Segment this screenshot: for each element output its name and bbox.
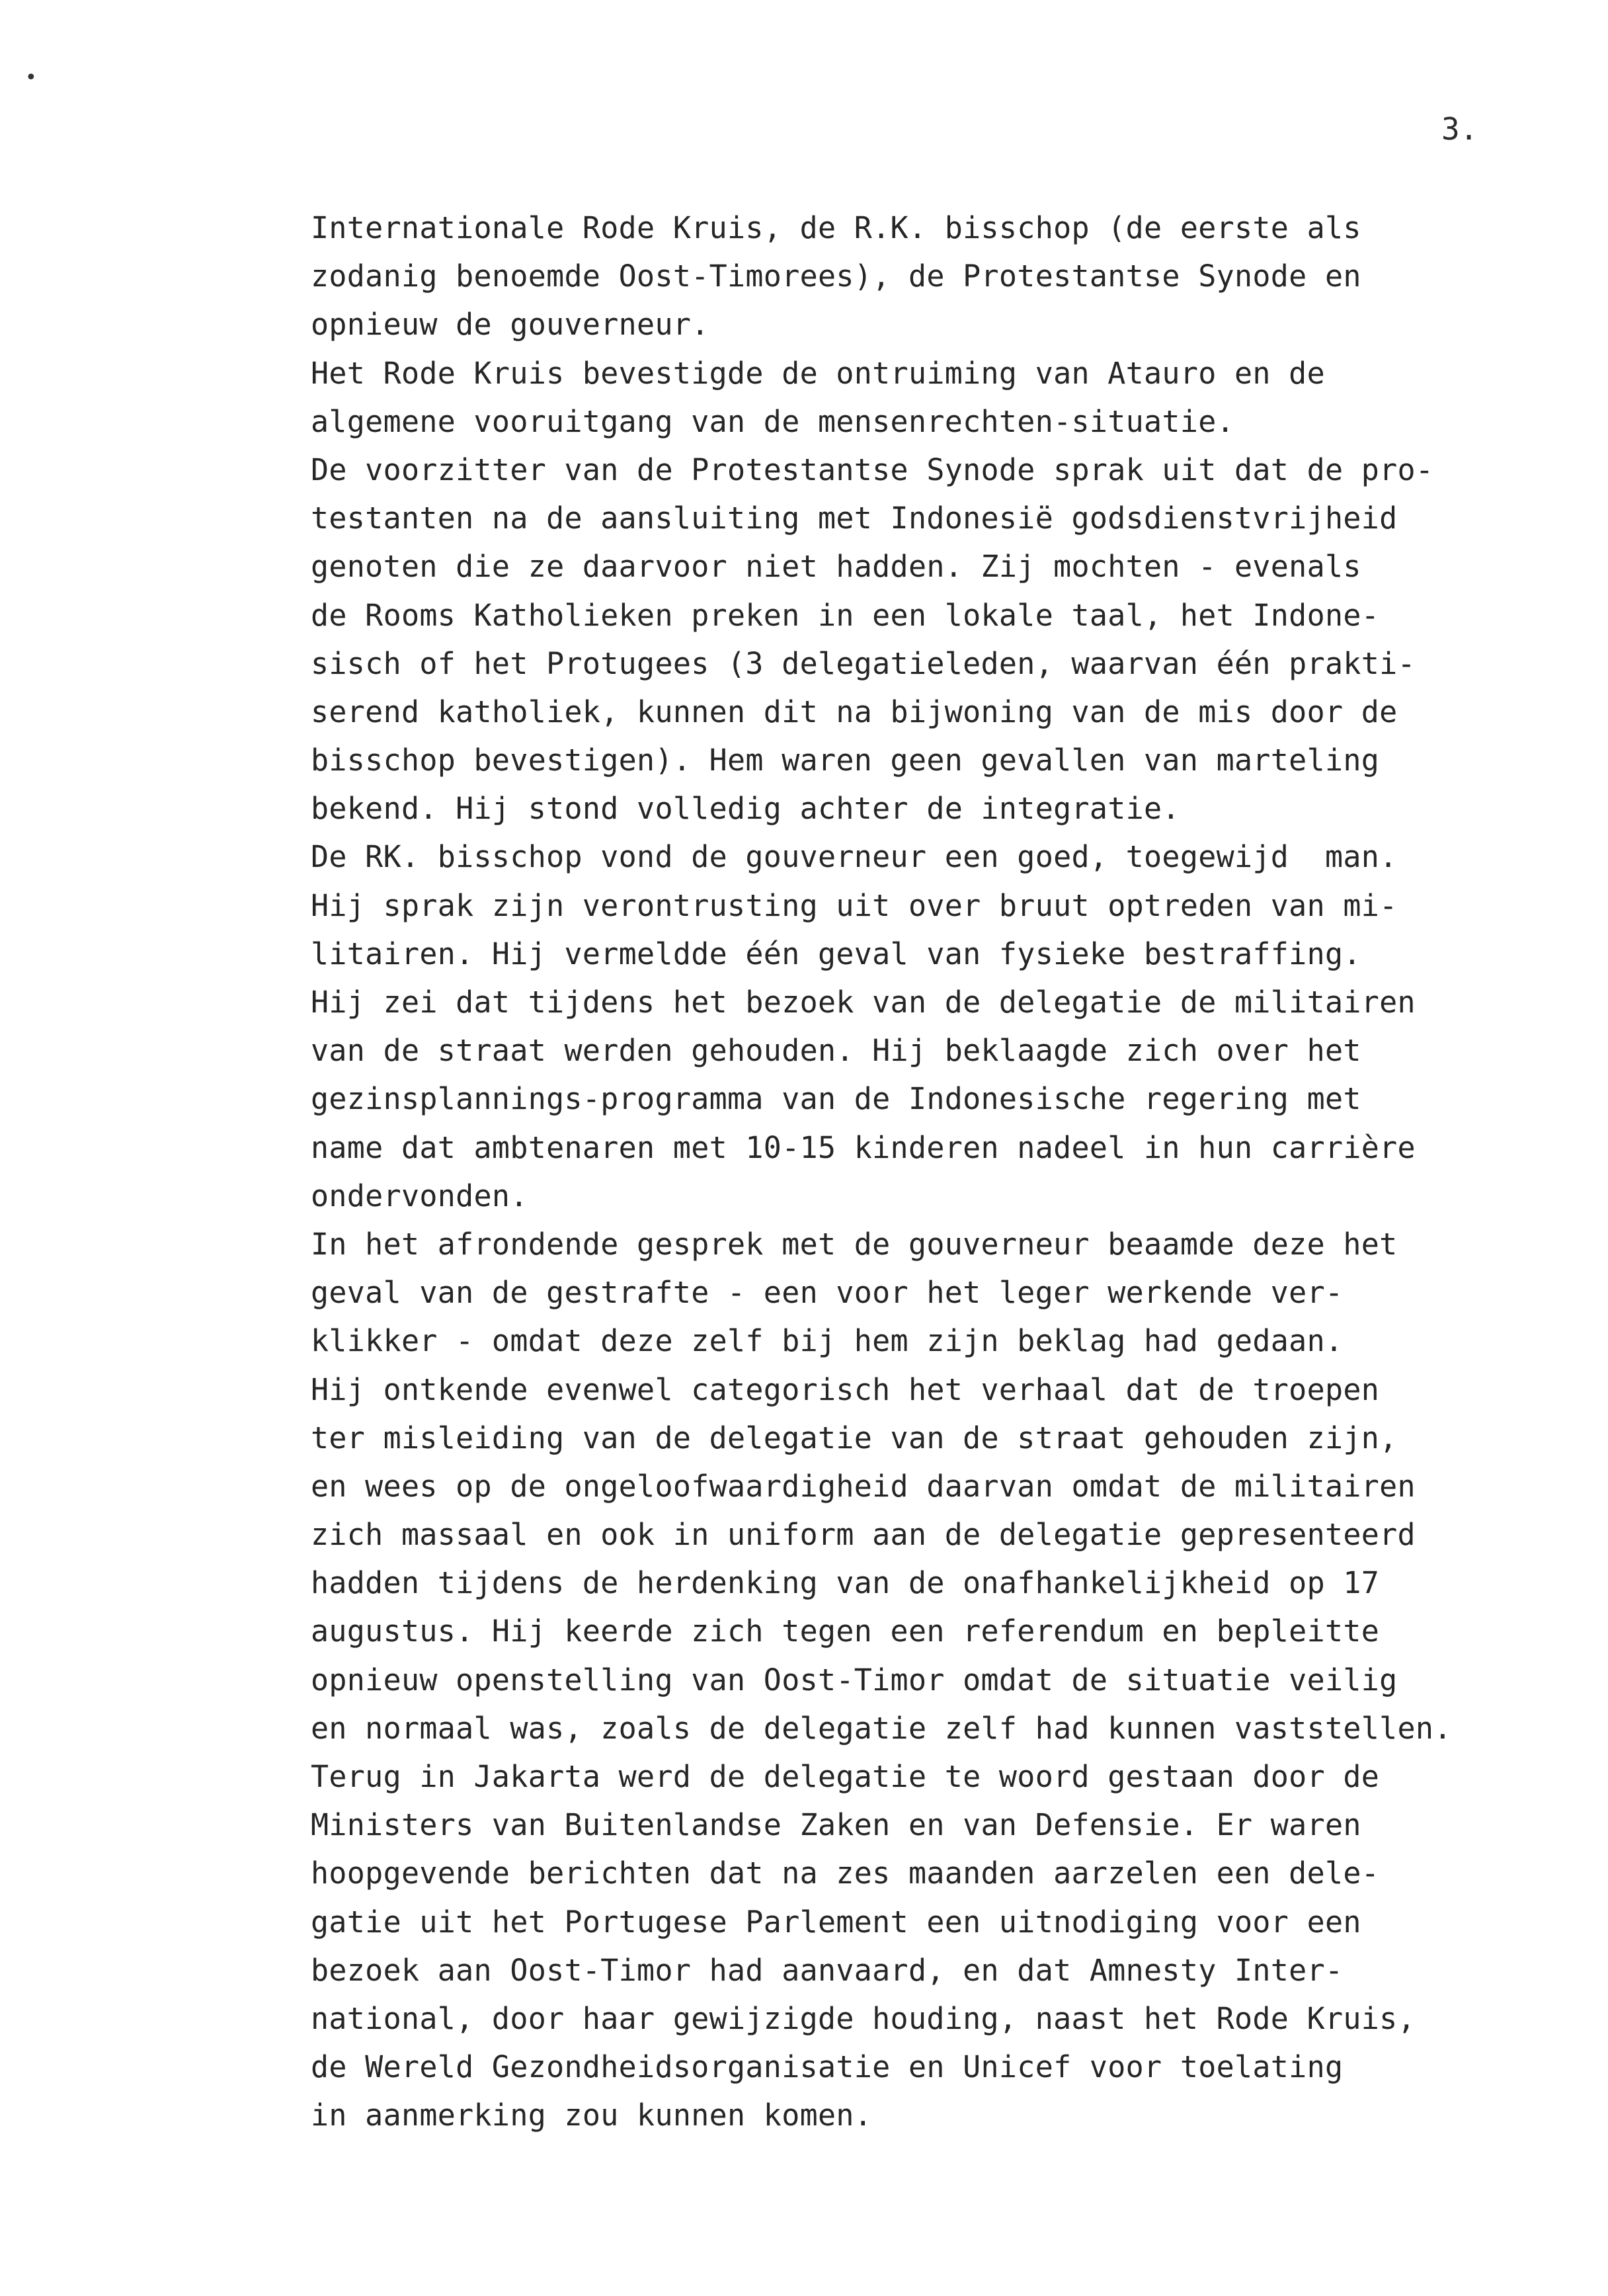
text-line: zich massaal en ook in uniform aan de delegatie gepresenteerd	[311, 1517, 1416, 1553]
text-line: In het afrondende gesprek met de gouverneur beaamde deze het	[311, 1226, 1398, 1262]
body-text	[311, 204, 1567, 2140]
text-line: gezinsplannings-programma van de Indonesische regering met	[311, 1081, 1361, 1117]
text-line: Hij ontkende evenwel categorisch het verhaal dat de troepen	[311, 1372, 1380, 1407]
text-line: national, door haar gewijzigde houding, naast het Rode Kruis,	[311, 2000, 1416, 2036]
text-line: de Wereld Gezondheidsorganisatie en Unicef voor toelating	[311, 2049, 1344, 2085]
text-line: opnieuw de gouverneur.	[311, 307, 709, 343]
text-line: hadden tijdens de herdenking van de onafhankelijkheid op 17	[311, 1565, 1380, 1601]
text-line: name dat ambtenaren met 10-15 kinderen nadeel in hun carrière	[311, 1129, 1416, 1165]
text-line: De RK. bisschop vond de gouverneur een goed, toegewijd man.	[311, 839, 1398, 875]
text-line: opnieuw openstelling van Oost-Timor omdat de situatie veilig	[311, 1662, 1398, 1698]
text-line: ondervonden.	[311, 1178, 528, 1213]
text-line: geval van de gestrafte - een voor het leger werkende ver-	[311, 1275, 1344, 1311]
text-line: bezoek aan Oost-Timor had aanvaard, en dat Amnesty Inter-	[311, 1952, 1344, 1988]
text-line: genoten die ze daarvoor niet hadden. Zij mochten - evenals	[311, 549, 1361, 585]
text-line: bekend. Hij stond volledig achter de integratie.	[311, 791, 1180, 827]
text-line: klikker - omdat deze zelf bij hem zijn beklag had gedaan.	[311, 1323, 1344, 1359]
text-line: De voorzitter van de Protestantse Synode sprak uit dat de pro-	[311, 452, 1434, 487]
page-number: 3.	[1441, 111, 1478, 147]
text-line: gatie uit het Portugese Parlement een uitnodiging voor een	[311, 1904, 1361, 1940]
text-line: bisschop bevestigen). Hem waren geen gevallen van marteling	[311, 743, 1380, 778]
margin-mark: •	[25, 66, 37, 89]
text-line: Hij zei dat tijdens het bezoek van de delegatie de militairen	[311, 985, 1416, 1020]
text-line: Terug in Jakarta werd de delegatie te woord gestaan door de	[311, 1759, 1380, 1794]
text-line: hoopgevende berichten dat na zes maanden aarzelen een dele-	[311, 1856, 1380, 1891]
text-line: sisch of het Protugees (3 delegatieleden, waarvan één prakti-	[311, 645, 1416, 681]
text-line: Internationale Rode Kruis, de R.K. bisschop (de eerste als	[311, 210, 1361, 245]
text-line: testanten na de aansluiting met Indonesië godsdienstvrijheid	[311, 501, 1398, 536]
text-line: Het Rode Kruis bevestigde de ontruiming van Atauro en de	[311, 355, 1325, 391]
text-line: de Rooms Katholieken preken in een lokale taal, het Indone-	[311, 597, 1380, 633]
text-line: en normaal was, zoals de delegatie zelf had kunnen vaststellen.	[311, 1710, 1452, 1746]
text-line: litairen. Hij vermeldde één geval van fysieke bestraffing.	[311, 936, 1361, 971]
text-line: serend katholiek, kunnen dit na bijwoning van de mis door de	[311, 694, 1398, 729]
text-line: in aanmerking zou kunnen komen.	[311, 2098, 873, 2133]
text-line: van de straat werden gehouden. Hij beklaagde zich over het	[311, 1033, 1361, 1069]
text-line: Ministers van Buitenlandse Zaken en van Defensie. Er waren	[311, 1807, 1361, 1843]
text-line: Hij sprak zijn verontrusting uit over bruut optreden van mi-	[311, 887, 1398, 923]
text-line: augustus. Hij keerde zich tegen een referendum en bepleitte	[311, 1614, 1380, 1649]
text-line: en wees op de ongeloofwaardigheid daarvan omdat de militairen	[311, 1468, 1416, 1504]
text-line: ter misleiding van de delegatie van de straat gehouden zijn,	[311, 1420, 1398, 1456]
text-line: zodanig benoemde Oost-Timorees), de Protestantse Synode en	[311, 259, 1361, 294]
text-line: algemene vooruitgang van de mensenrechten-situatie.	[311, 403, 1235, 439]
